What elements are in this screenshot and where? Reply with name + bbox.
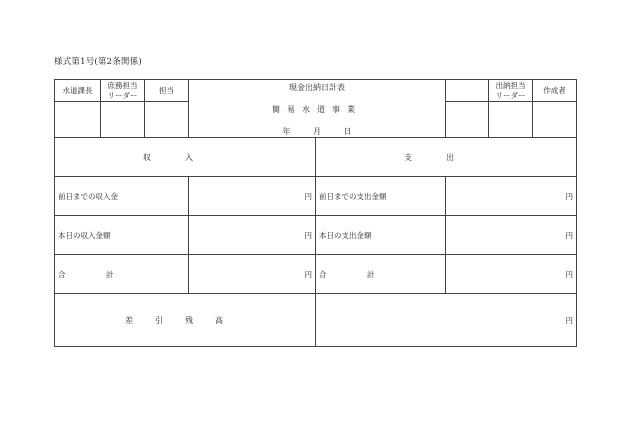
today-income-amount[interactable]: 円 [189, 216, 316, 255]
seal-box-suido-kacho[interactable] [55, 102, 101, 138]
date-year: 年 [282, 127, 291, 136]
prev-expense-label: 前日までの支出金額 [316, 177, 446, 216]
seal-box-blank[interactable] [446, 102, 489, 138]
ledger-title-block [189, 80, 446, 138]
seal-box-shomu-leader[interactable] [101, 102, 145, 138]
ledger-title: 現金出納日計表 [289, 83, 345, 92]
expense-total-amount[interactable]: 円 [446, 255, 577, 294]
today-income-label: 本日の収入金額 [55, 216, 189, 255]
prev-expense-amount[interactable]: 円 [446, 177, 577, 216]
expense-total-label [316, 255, 446, 294]
stamp-header-blank [446, 80, 489, 102]
shomu-line1: 庶務担当 [107, 80, 138, 90]
income-total-char2: 計 [106, 269, 114, 279]
cash-ledger-table [54, 79, 577, 347]
expense-section-header: 支出 [316, 138, 577, 177]
stamp-header-suitou-leader [489, 80, 533, 102]
seal-box-suitou-leader[interactable] [489, 102, 533, 138]
stamp-header-sakuseisha: 作成者 [533, 80, 577, 102]
prev-income-amount[interactable]: 円 [189, 177, 316, 216]
income-total-label [55, 255, 189, 294]
seal-box-sakuseisha[interactable] [533, 102, 577, 138]
suitou-line1: 出納担当 [495, 80, 526, 90]
date-day: 日 [343, 127, 352, 136]
expense-total-char2: 計 [367, 269, 375, 279]
income-total-amount[interactable]: 円 [189, 255, 316, 294]
shomu-line2: リーダー [107, 90, 138, 100]
form-number-label: 様式第1号(第2条関係) [54, 57, 142, 67]
expense-total-char1: 合 [319, 269, 327, 279]
date-month: 月 [313, 127, 321, 136]
income-section-header: 収入 [55, 138, 316, 177]
suitou-line2: リーダー [495, 90, 526, 100]
prev-income-label: 前日までの収入金 [55, 177, 189, 216]
stamp-header-suido-kacho: 水道課長 [55, 80, 101, 102]
stamp-header-tanto: 担当 [145, 80, 189, 102]
balance-amount[interactable]: 円 [316, 294, 577, 347]
ledger-subtitle: 簡易水道事業 [272, 105, 362, 114]
today-expense-amount[interactable]: 円 [446, 216, 577, 255]
stamp-header-shomu-leader [101, 80, 145, 102]
seal-box-tanto[interactable] [145, 102, 189, 138]
ledger-date [189, 127, 445, 137]
today-expense-label: 本日の支出金額 [316, 216, 446, 255]
balance-label: 差引残高 [55, 294, 316, 347]
income-total-char1: 合 [58, 269, 66, 279]
